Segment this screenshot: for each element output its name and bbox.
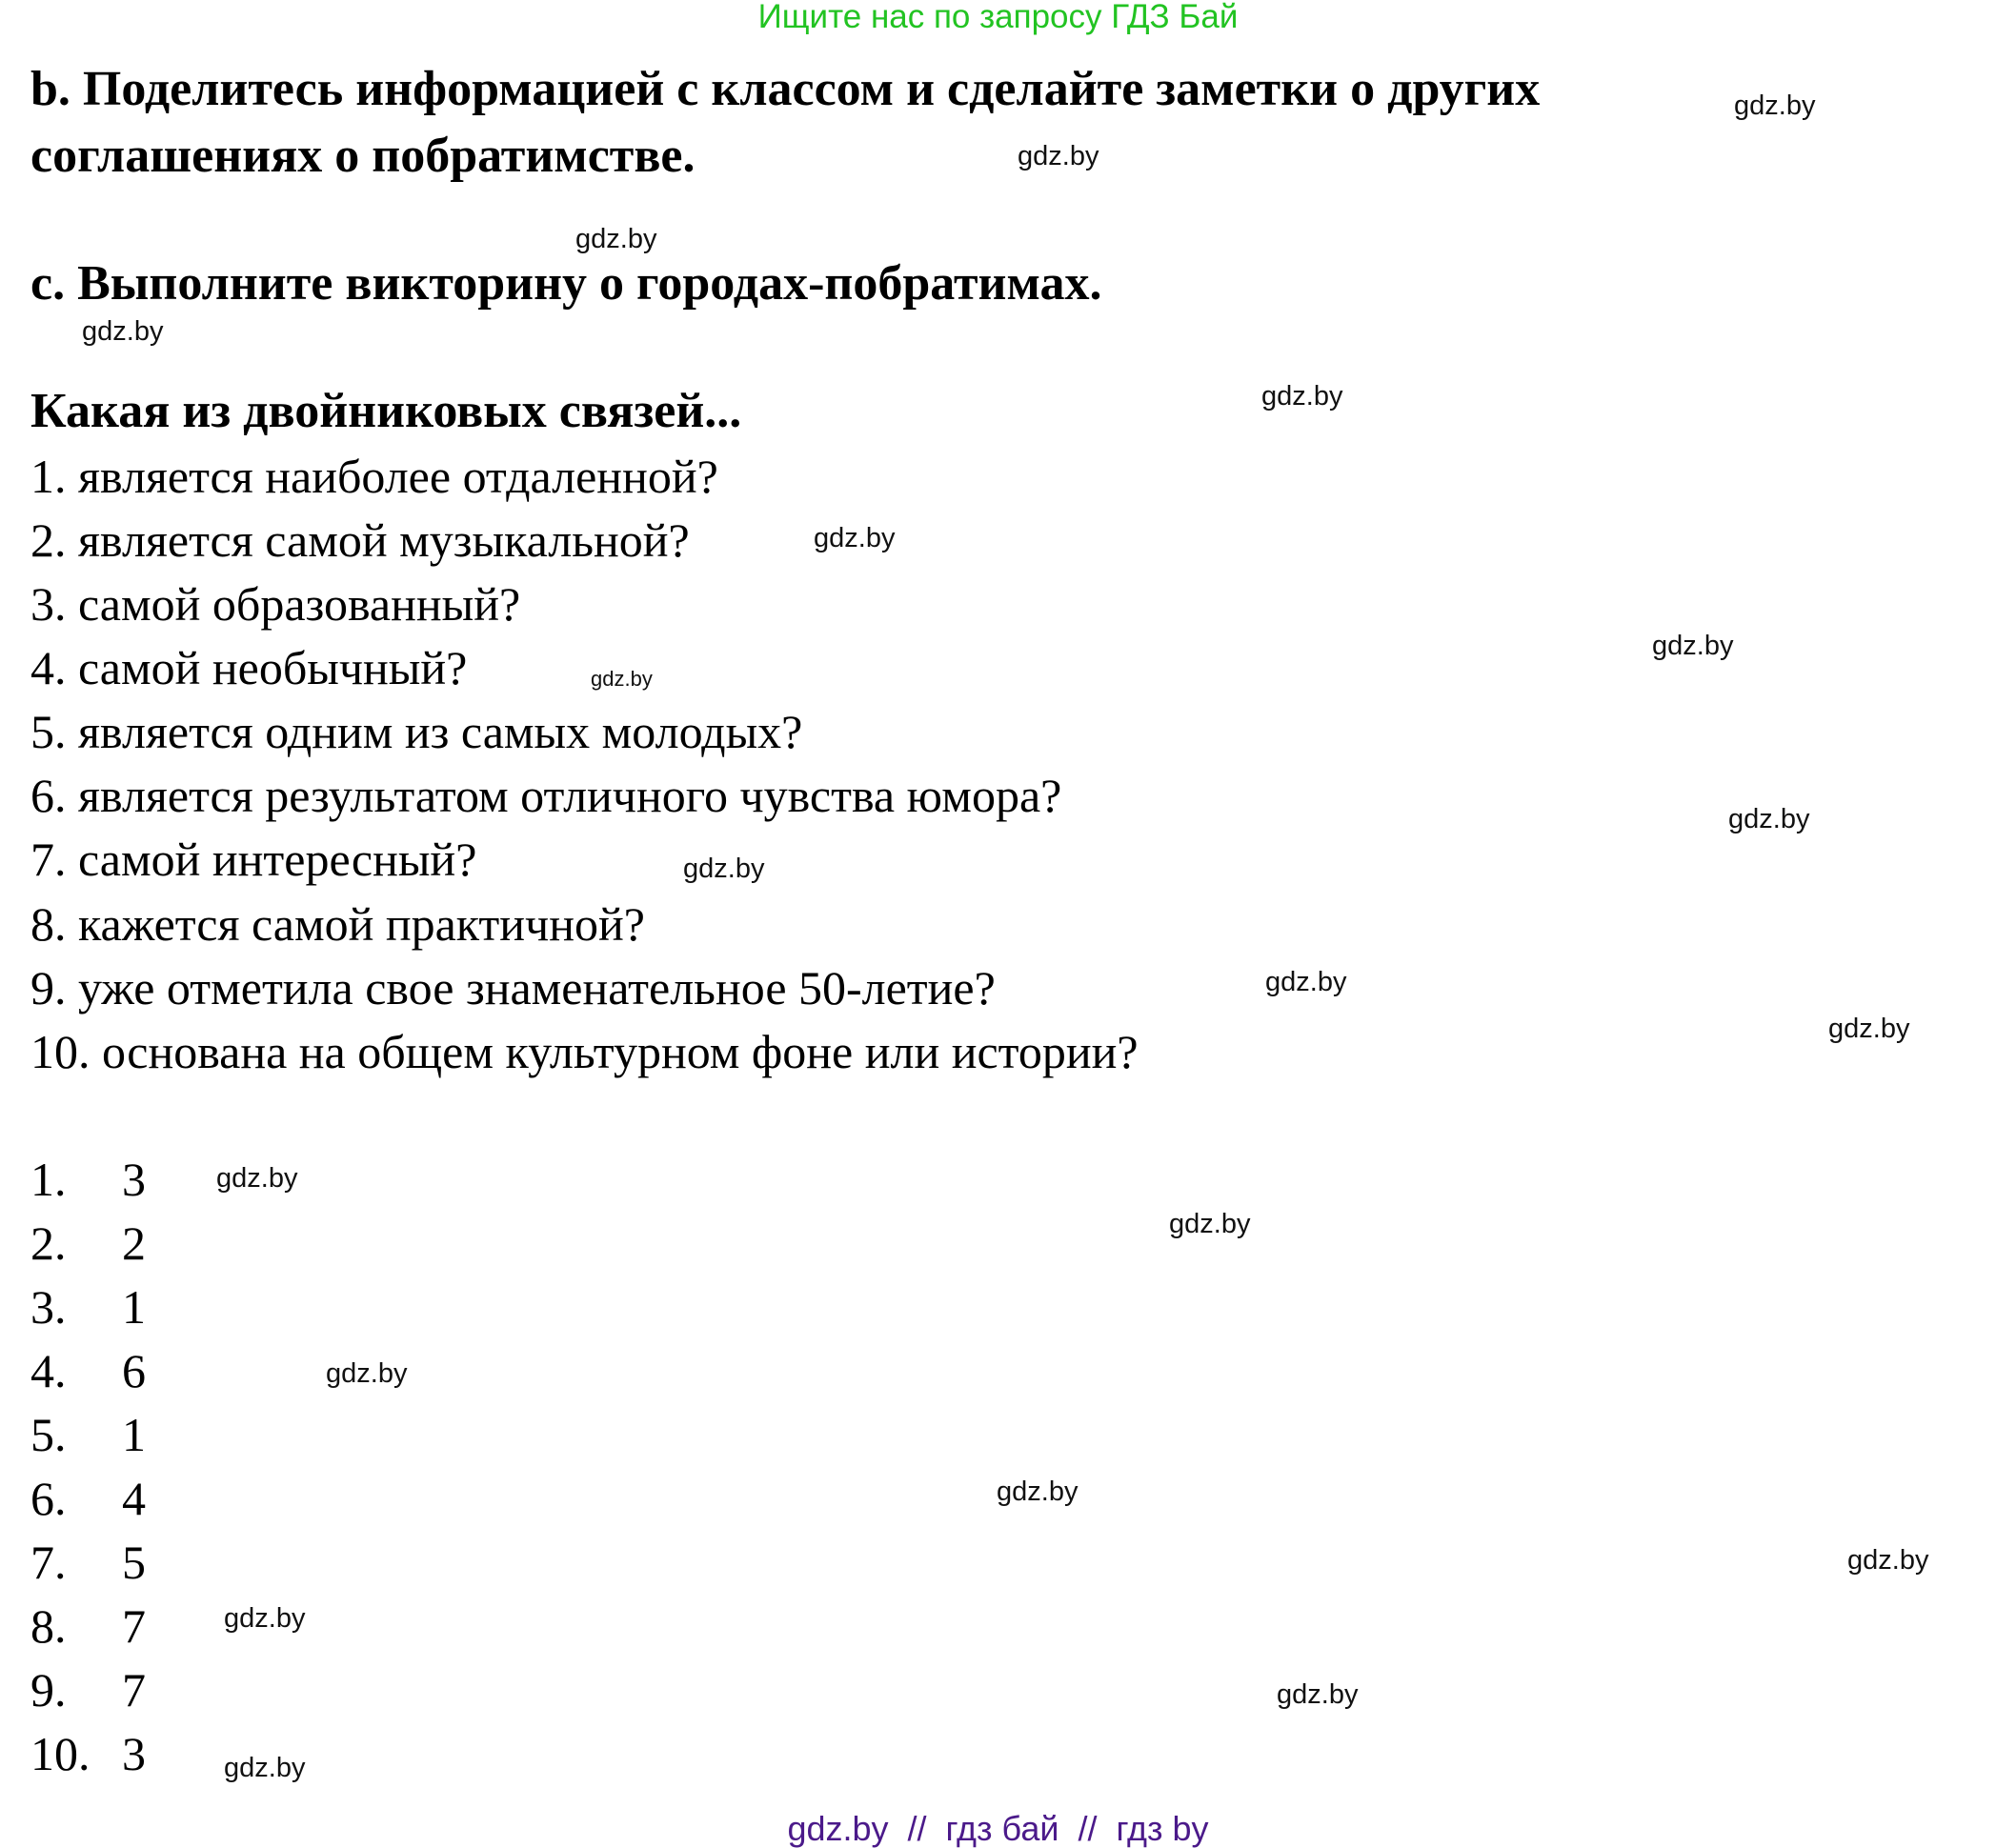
answer-number: 6. [30, 1472, 67, 1525]
watermark: gdz.by [82, 316, 164, 347]
watermark: gdz.by [1828, 1014, 1910, 1044]
answer-number: 1. [30, 1153, 67, 1206]
watermark: gdz.by [216, 1163, 298, 1194]
answer-value: 3 [122, 1727, 146, 1780]
question-item: 2. является самой музыкальной? [30, 513, 690, 567]
watermark: gdz.by [1265, 967, 1347, 997]
watermark: gdz.by [683, 854, 765, 884]
answer-value: 1 [122, 1280, 146, 1334]
watermark: gdz.by [1261, 381, 1343, 412]
answer-value: 7 [122, 1663, 146, 1717]
question-item: 4. самой необычный? [30, 641, 468, 694]
watermark: gdz.by [1847, 1545, 1929, 1576]
question-item: 8. кажется самой практичной? [30, 897, 645, 951]
answer-value: 2 [122, 1216, 146, 1270]
answer-item [30, 1345, 146, 1396]
answer-item [30, 1281, 146, 1333]
watermark: gdz.by [1277, 1679, 1359, 1710]
task-b-line-2: соглашениях о побратимстве. [30, 129, 696, 183]
answer-item [30, 1217, 146, 1269]
watermark: gdz.by [575, 224, 657, 254]
answer-number: 10. [30, 1727, 91, 1780]
footer-links: gdz.by // гдз бай // гдз by [787, 1809, 1209, 1848]
watermark: gdz.by [326, 1358, 408, 1389]
answer-value: 7 [122, 1599, 146, 1653]
question-item: 3. самой образованный? [30, 577, 521, 631]
answer-number: 7. [30, 1536, 67, 1589]
watermark: gdz.by [1018, 141, 1099, 171]
watermark: gdz.by [224, 1603, 306, 1634]
search-banner: Ищите нас по запросу ГДЗ Бай [757, 0, 1239, 35]
watermark: gdz.by [1728, 804, 1810, 834]
answer-value: 1 [122, 1408, 146, 1461]
answer-item [30, 1664, 146, 1716]
question-item: 10. основана на общем культурном фоне или истории? [30, 1025, 1139, 1078]
answer-value: 4 [122, 1472, 146, 1525]
watermark: gdz.by [814, 523, 896, 553]
task-c: c. Выполните викторину о городах-побратимах. [30, 256, 1102, 311]
answer-number: 8. [30, 1599, 67, 1653]
answer-value: 3 [122, 1153, 146, 1206]
answer-number: 9. [30, 1663, 67, 1717]
watermark: gdz.by [591, 667, 653, 691]
question-item: 7. самой интересный? [30, 833, 477, 886]
answer-number: 4. [30, 1344, 67, 1397]
watermark: gdz.by [224, 1753, 306, 1783]
question-item: 1. является наиболее отдаленной? [30, 450, 718, 503]
watermark: gdz.by [1652, 631, 1734, 661]
watermark: gdz.by [1169, 1209, 1251, 1239]
question-item: 9. уже отметила свое знаменательное 50-летие? [30, 961, 996, 1014]
answer-item [30, 1409, 146, 1460]
answer-value: 5 [122, 1536, 146, 1589]
watermark: gdz.by [997, 1476, 1079, 1507]
question-item: 5. является одним из самых молодых? [30, 705, 803, 758]
answer-number: 3. [30, 1280, 67, 1334]
task-b-line-1: b. Поделитесь информацией с классом и сделайте заметки о других [30, 62, 1541, 116]
answer-item [30, 1154, 146, 1205]
answer-item [30, 1728, 146, 1779]
answer-item [30, 1473, 146, 1524]
quiz-title: Какая из двойниковых связей... [30, 384, 742, 438]
question-item: 6. является результатом отличного чувства юмора? [30, 769, 1062, 822]
answer-value: 6 [122, 1344, 146, 1397]
answer-number: 5. [30, 1408, 67, 1461]
answer-item [30, 1600, 146, 1652]
answer-item [30, 1537, 146, 1588]
watermark: gdz.by [1734, 90, 1816, 121]
answer-number: 2. [30, 1216, 67, 1270]
